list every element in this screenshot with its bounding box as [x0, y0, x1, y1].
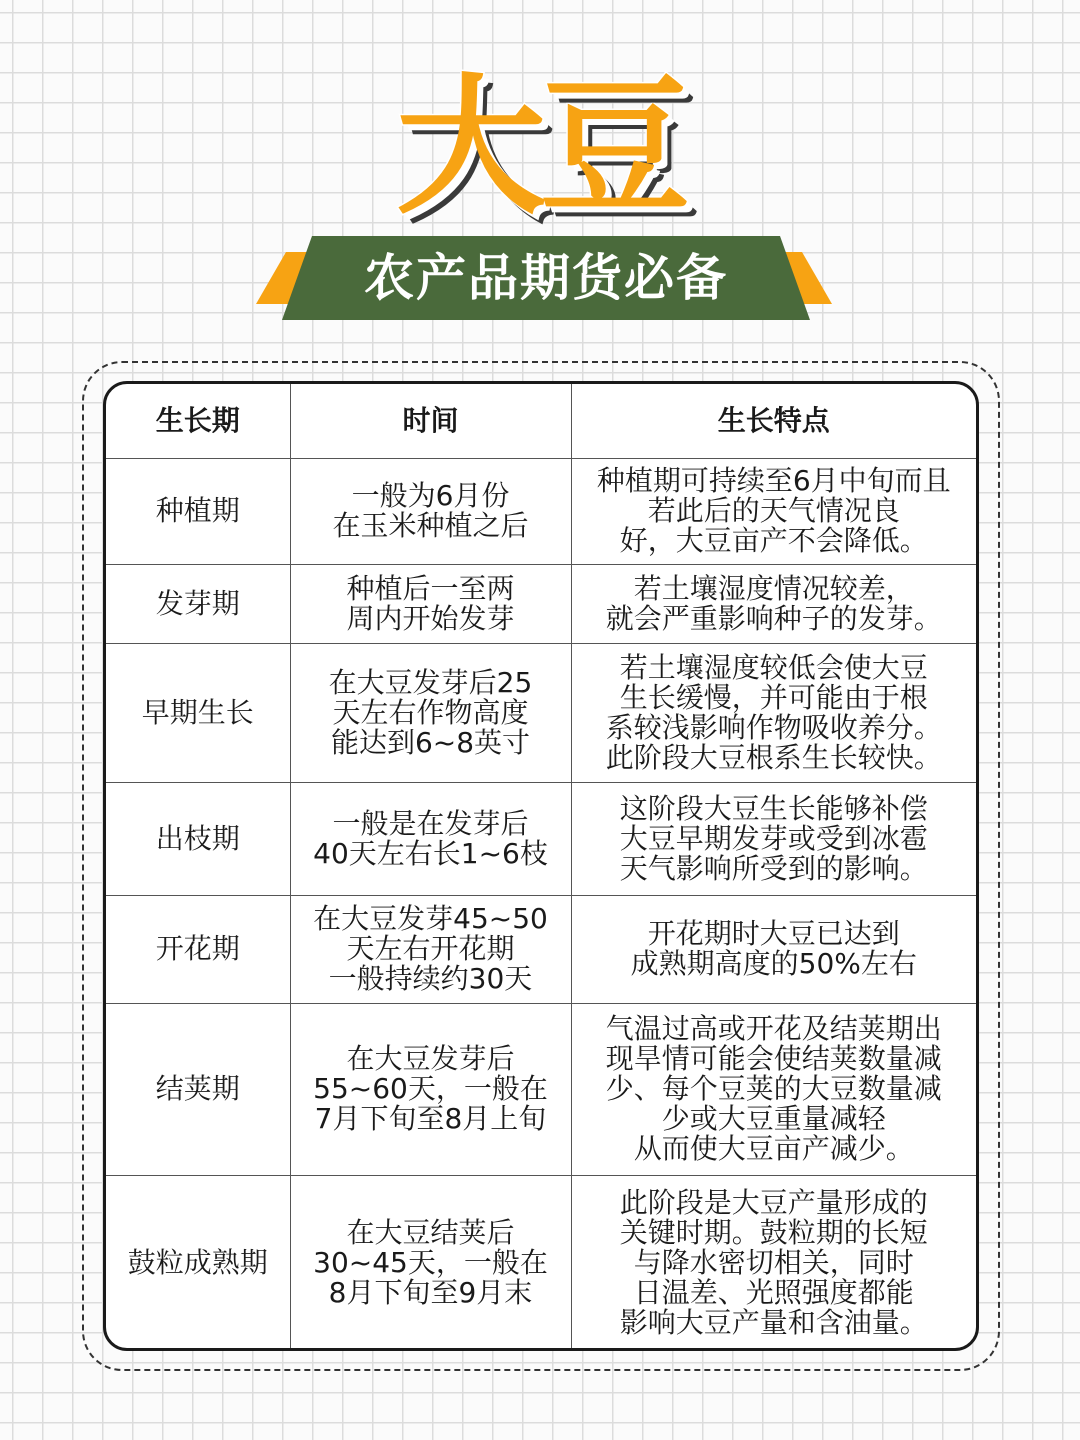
time-line: 8月下旬至9月末 — [328, 1276, 533, 1310]
features-cell — [571, 643, 976, 782]
stage-cell: 结荚期 — [106, 1003, 290, 1175]
time-line: 在大豆发芽45~50 — [313, 902, 548, 935]
time-cell — [290, 643, 571, 782]
header-time: 时间 — [290, 384, 571, 458]
time-cell — [290, 1003, 571, 1175]
features-cell — [571, 1175, 976, 1351]
time-line: 周内开始发芽 — [346, 601, 515, 635]
features-line: 关键时期。鼓粒期的长短 — [619, 1216, 928, 1250]
features-line: 就会严重影响种子的发芽。 — [605, 601, 942, 635]
subtitle-banner — [256, 236, 832, 320]
features-line: 系较浅影响作物吸收养分。 — [605, 710, 942, 744]
table-row — [106, 1003, 976, 1175]
features-line: 从而使大豆亩产减少。 — [633, 1132, 914, 1165]
features-line: 成熟期高度的50%左右 — [630, 947, 917, 980]
table-row — [106, 1175, 976, 1351]
time-line: 能达到6~8英寸 — [330, 725, 531, 759]
time-cell — [290, 458, 571, 564]
features-line: 若土壤湿度情况较差， — [633, 571, 914, 605]
features-line: 若土壤湿度较低会使大豆 — [619, 650, 928, 684]
time-line: 7月下旬至8月上旬 — [314, 1102, 547, 1135]
stage-cell: 发芽期 — [106, 564, 290, 643]
features-line: 少或大豆重量减轻 — [661, 1102, 886, 1135]
time-line: 30~45天，一般在 — [313, 1246, 548, 1280]
stage-cell: 出枝期 — [106, 782, 290, 895]
table-row — [106, 564, 976, 643]
table-row — [106, 782, 976, 895]
time-line: 一般持续约30天 — [328, 962, 533, 995]
header-features: 生长特点 — [571, 384, 976, 458]
time-line: 40天左右长1~6枝 — [313, 836, 548, 870]
features-line: 现旱情可能会使结荚数量减 — [605, 1042, 942, 1075]
table-row — [106, 643, 976, 782]
page-title: 大豆 — [395, 61, 684, 235]
features-cell — [571, 458, 976, 564]
growth-table-card — [103, 381, 979, 1351]
header-stage: 生长期 — [106, 384, 290, 458]
time-line: 在大豆发芽后25 — [328, 665, 533, 699]
stage-cell: 种植期 — [106, 458, 290, 564]
features-line: 影响大豆产量和含油量。 — [619, 1306, 928, 1340]
stage-cell: 开花期 — [106, 895, 290, 1003]
time-line: 天左右开花期 — [346, 932, 515, 965]
stage-cell: 早期生长 — [106, 643, 290, 782]
features-line: 气温过高或开花及结荚期出 — [605, 1012, 942, 1045]
features-line: 大豆早期发芽或受到冰雹 — [619, 821, 928, 855]
time-line: 55~60天，一般在 — [313, 1072, 548, 1105]
features-line: 这阶段大豆生长能够补偿 — [619, 791, 928, 825]
time-cell — [290, 895, 571, 1003]
time-line: 种植后一至两 — [346, 571, 515, 605]
features-cell — [571, 1003, 976, 1175]
subtitle-text: 农产品期货必备 — [364, 249, 728, 307]
table-row — [106, 458, 976, 564]
time-cell — [290, 782, 571, 895]
time-line: 天左右作物高度 — [332, 695, 529, 729]
growth-stage-table — [106, 384, 976, 1351]
time-line: 一般是在发芽后 — [332, 806, 529, 840]
time-line: 在大豆发芽后 — [346, 1042, 515, 1075]
time-cell — [290, 1175, 571, 1351]
time-line: 在玉米种植之后 — [332, 509, 529, 542]
features-cell — [571, 895, 976, 1003]
table-header-row — [106, 384, 976, 458]
table-row — [106, 895, 976, 1003]
time-line: 在大豆结荚后 — [346, 1216, 515, 1250]
features-line: 若此后的天气情况良 — [647, 494, 900, 527]
time-cell — [290, 564, 571, 643]
time-line: 一般为6月份 — [351, 479, 510, 512]
features-line: 开花期时大豆已达到 — [647, 917, 900, 950]
features-cell — [571, 782, 976, 895]
features-line: 生长缓慢，并可能由于根 — [619, 680, 928, 714]
features-line: 少、每个豆荚的大豆数量减 — [605, 1072, 942, 1105]
features-line: 天气影响所受到的影响。 — [619, 851, 928, 885]
features-line: 与降水密切相关，同时 — [633, 1246, 914, 1280]
stage-cell: 鼓粒成熟期 — [106, 1175, 290, 1351]
features-line: 日温差、光照强度都能 — [633, 1276, 914, 1310]
features-line: 好，大豆亩产不会降低。 — [619, 524, 928, 557]
features-cell — [571, 564, 976, 643]
features-line: 此阶段是大豆产量形成的 — [619, 1186, 928, 1220]
features-line: 种植期可持续至6月中旬而且 — [596, 464, 951, 497]
features-line: 此阶段大豆根系生长较快。 — [605, 740, 942, 774]
